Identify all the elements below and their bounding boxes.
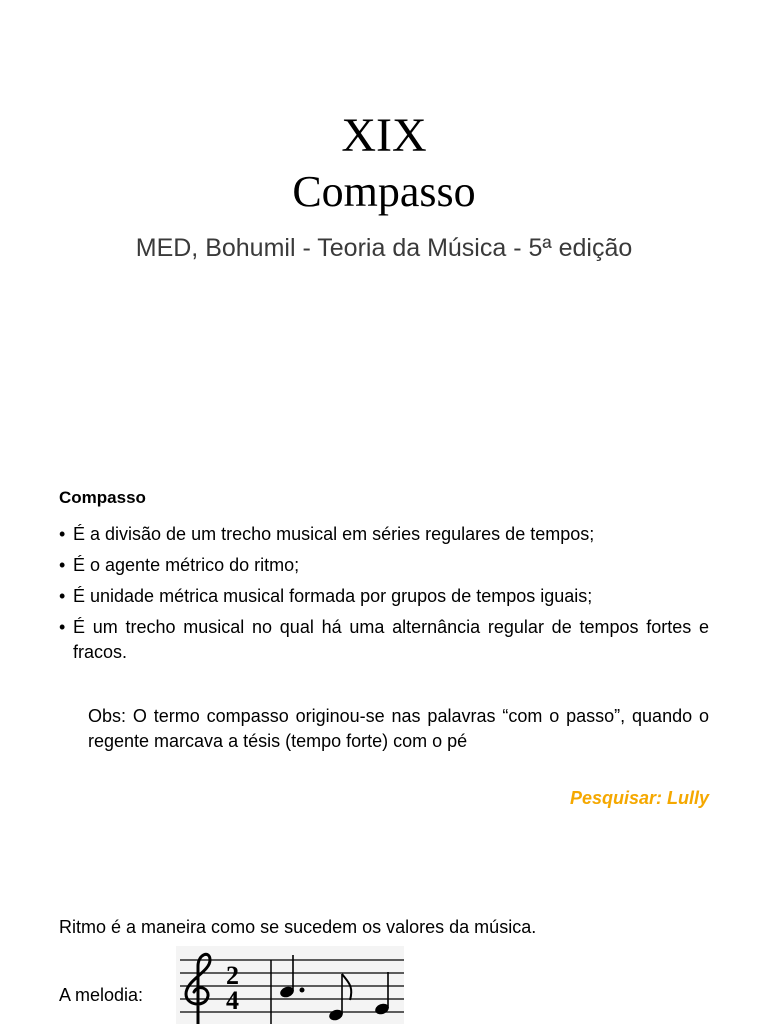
bullet-icon: • bbox=[59, 524, 66, 544]
list-item bbox=[59, 584, 709, 609]
list-item-text: É o agente métrico do ritmo; bbox=[73, 555, 300, 575]
list-item-text: É a divisão de um trecho musical em séries regulares de tempos; bbox=[73, 524, 595, 544]
page-subtitle: MED, Bohumil - Teoria da Música - 5ª edição bbox=[135, 234, 633, 262]
list-item-text: É um trecho musical no qual há uma alternância regular de tempos fortes e fracos. bbox=[73, 617, 709, 662]
list-item bbox=[59, 615, 709, 665]
bullet-icon: • bbox=[59, 555, 66, 575]
time-signature-bottom: 4 bbox=[226, 986, 239, 1015]
page-title: Compasso bbox=[292, 167, 476, 216]
time-signature-top: 2 bbox=[226, 961, 239, 990]
observation-note: Obs: O termo compasso originou-se nas palavras “com o passo”, quando o regente marcava a tésis (tempo forte) com o pé bbox=[88, 706, 709, 751]
list-item bbox=[59, 553, 709, 578]
bullet-icon: • bbox=[59, 586, 66, 606]
section-heading: Compasso bbox=[59, 488, 146, 507]
bullet-icon: • bbox=[59, 617, 66, 637]
music-staff bbox=[176, 946, 404, 1024]
definition-list bbox=[59, 522, 709, 671]
list-item bbox=[59, 522, 709, 547]
melody-label: A melodia: bbox=[59, 985, 144, 1005]
chapter-number: XIX bbox=[341, 109, 427, 162]
research-note: Pesquisar: Lully bbox=[569, 788, 709, 808]
list-item-text: É unidade métrica musical formada por grupos de tempos iguais; bbox=[73, 586, 593, 606]
rhythm-definition: Ritmo é a maneira como se sucedem os valores da música. bbox=[59, 917, 537, 937]
